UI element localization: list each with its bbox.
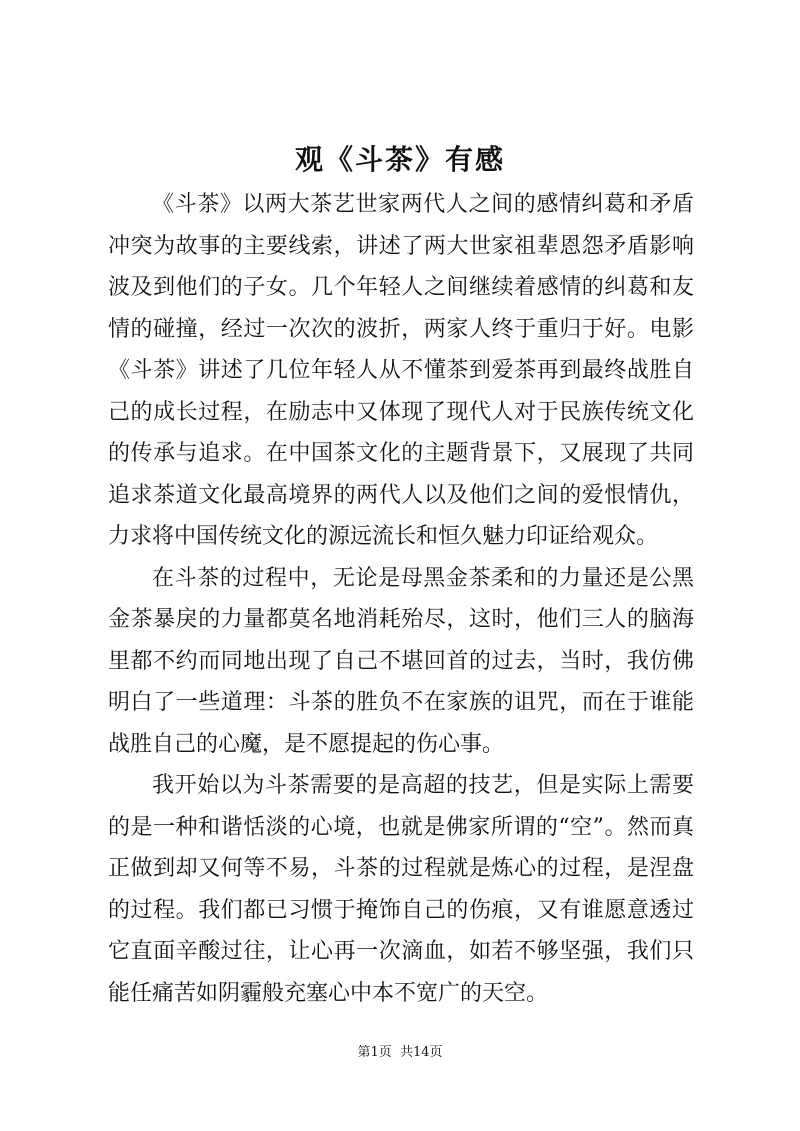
document-body [108, 184, 694, 1014]
document-title: 观《斗茶》有感 [294, 143, 505, 176]
page-footer [0, 1043, 800, 1063]
page-total: 共14页 [399, 1045, 443, 1060]
paragraph: 《斗茶》以两大茶艺世家两代人之间的感情纠葛和矛盾冲突为故事的主要线索，讲述了两大世家祖辈恩怨矛盾影响波及到他们的子女。几个年轻人之间继续着感情的纠葛和友情的碰撞，经过一次次的波折，两家人终于重归于好。电影《斗茶》讲述了几位年轻人从不懂茶到爱茶再到最终战胜自己的成长过程，在励志中又体现了现代人对于民族传统文化的传承与追求。在中国茶文化的主题背景下，又展现了共同追求茶道文化最高境界的两代人以及他们之间的爱恨情仇，力求将中国传统文化的源远流长和恒久魅力印证给观众。 [108, 192, 694, 549]
page-number: 第1页 [357, 1045, 392, 1060]
paragraph: 在斗茶的过程中，无论是母黑金茶柔和的力量还是公黑金茶暴戾的力量都莫名地消耗殆尽，这时，他们三人的脑海里都不约而同地出现了自己不堪回首的过去，当时，我仿佛明白了一些道理：斗茶的胜负不在家族的诅咒，而在于谁能战胜自己的心魔，是不愿提起的伤心事。 [108, 565, 694, 757]
paragraph: 我开始以为斗茶需要的是高超的技艺，但是实际上需要的是一种和谐恬淡的心境，也就是佛家所谓的“空”。然而真正做到却又何等不易，斗茶的过程就是炼心的过程，是涅盘的过程。我们都已习惯于掩饰自己的伤痕，又有谁愿意透过它直面辛酸过往，让心再一次滴血，如若不够坚强，我们只能任痛苦如阴霾般充塞心中本不宽广的天空。 [108, 773, 694, 1006]
